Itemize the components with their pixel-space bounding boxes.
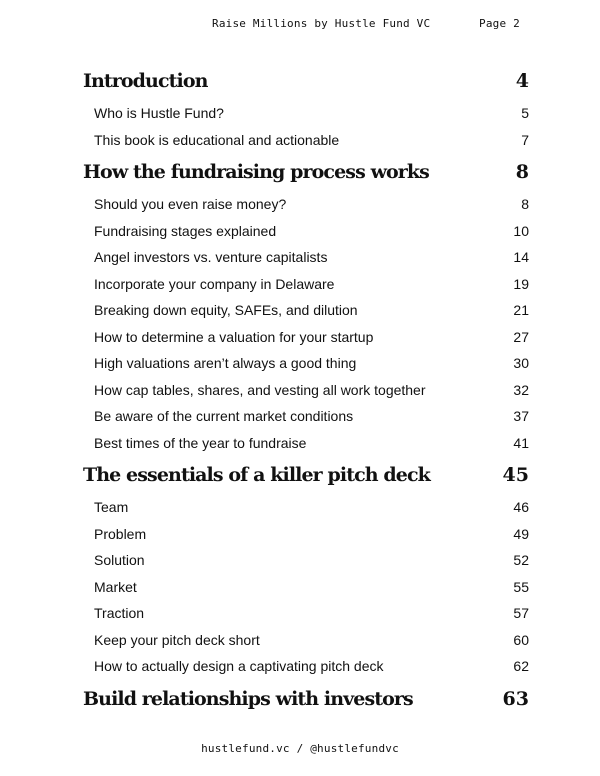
- item-page: 52: [513, 552, 529, 568]
- item-title: Fundraising stages explained: [94, 222, 277, 239]
- item-page: 60: [513, 631, 529, 648]
- section-title: How the fundraising process works: [83, 161, 429, 183]
- item-title: Team: [94, 499, 129, 515]
- toc-item[interactable]: [83, 271, 529, 298]
- toc-item[interactable]: [83, 191, 529, 218]
- item-page: 32: [513, 381, 529, 398]
- item-title: Who is Hustle Fund?: [94, 105, 224, 121]
- page-footer: hustlefund.vc / @hustlefundvc: [201, 742, 399, 755]
- toc-item[interactable]: [83, 403, 529, 430]
- table-of-contents: [83, 62, 529, 718]
- item-page: 37: [513, 408, 529, 424]
- section-page: 8: [515, 161, 529, 183]
- toc-item[interactable]: [83, 127, 529, 154]
- section-page: 63: [502, 687, 529, 710]
- toc-section[interactable]: [83, 153, 529, 191]
- item-title: Breaking down equity, SAFEs, and dilution: [94, 302, 358, 318]
- item-title: Problem: [94, 525, 147, 542]
- item-title: Angel investors vs. venture capitalists: [94, 249, 328, 265]
- item-title: This book is educational and actionable: [94, 131, 340, 148]
- toc-item[interactable]: [83, 627, 529, 654]
- item-page: 10: [513, 222, 529, 239]
- item-page: 5: [521, 105, 529, 121]
- toc-item[interactable]: [83, 653, 529, 680]
- item-page: 30: [513, 355, 529, 371]
- item-title: Market: [94, 578, 137, 595]
- item-title: Be aware of the current market conditions: [94, 408, 354, 424]
- item-page: 57: [513, 605, 529, 621]
- item-page: 27: [513, 328, 529, 345]
- toc-item[interactable]: [83, 600, 529, 627]
- item-title: Best times of the year to fundraise: [94, 434, 307, 451]
- section-page: 4: [515, 70, 529, 92]
- item-page: 62: [513, 658, 529, 674]
- toc-item[interactable]: [83, 324, 529, 351]
- item-title: Keep your pitch deck short: [94, 631, 260, 648]
- section-page: 45: [502, 464, 529, 486]
- toc-item[interactable]: [83, 547, 529, 574]
- toc-item[interactable]: [83, 244, 529, 271]
- item-page: 7: [521, 131, 529, 148]
- section-title: The essentials of a killer pitch deck: [83, 464, 430, 486]
- item-title: Solution: [94, 552, 145, 568]
- item-page: 55: [513, 578, 529, 595]
- section-title: Build relationships with investors: [83, 687, 413, 710]
- toc-item[interactable]: [83, 521, 529, 548]
- item-page: 19: [513, 275, 529, 292]
- toc-section[interactable]: [83, 456, 529, 494]
- toc-section[interactable]: [83, 680, 529, 718]
- item-page: 41: [513, 434, 529, 451]
- item-page: 21: [513, 302, 529, 318]
- page-header: [0, 17, 600, 35]
- toc-item[interactable]: [83, 297, 529, 324]
- item-title: How cap tables, shares, and vesting all work together: [94, 381, 426, 398]
- section-title: Introduction: [83, 70, 208, 92]
- toc-section[interactable]: [83, 62, 529, 100]
- toc-item[interactable]: [83, 218, 529, 245]
- item-page: 8: [521, 196, 529, 212]
- toc-item[interactable]: [83, 377, 529, 404]
- item-title: Incorporate your company in Delaware: [94, 275, 335, 292]
- item-title: Traction: [94, 605, 145, 621]
- page-number: Page 2: [479, 17, 520, 30]
- toc-item[interactable]: [83, 350, 529, 377]
- item-title: High valuations aren’t always a good thing: [94, 355, 357, 371]
- item-title: How to actually design a captivating pitch deck: [94, 658, 384, 674]
- item-title: How to determine a valuation for your startup: [94, 328, 374, 345]
- toc-item[interactable]: [83, 574, 529, 601]
- toc-item[interactable]: [83, 100, 529, 127]
- book-title: Raise Millions by Hustle Fund VC: [212, 17, 431, 30]
- toc-item[interactable]: [83, 430, 529, 457]
- item-page: 49: [513, 525, 529, 542]
- item-page: 14: [513, 249, 529, 265]
- toc-item[interactable]: [83, 494, 529, 521]
- item-page: 46: [513, 499, 529, 515]
- item-title: Should you even raise money?: [94, 196, 287, 212]
